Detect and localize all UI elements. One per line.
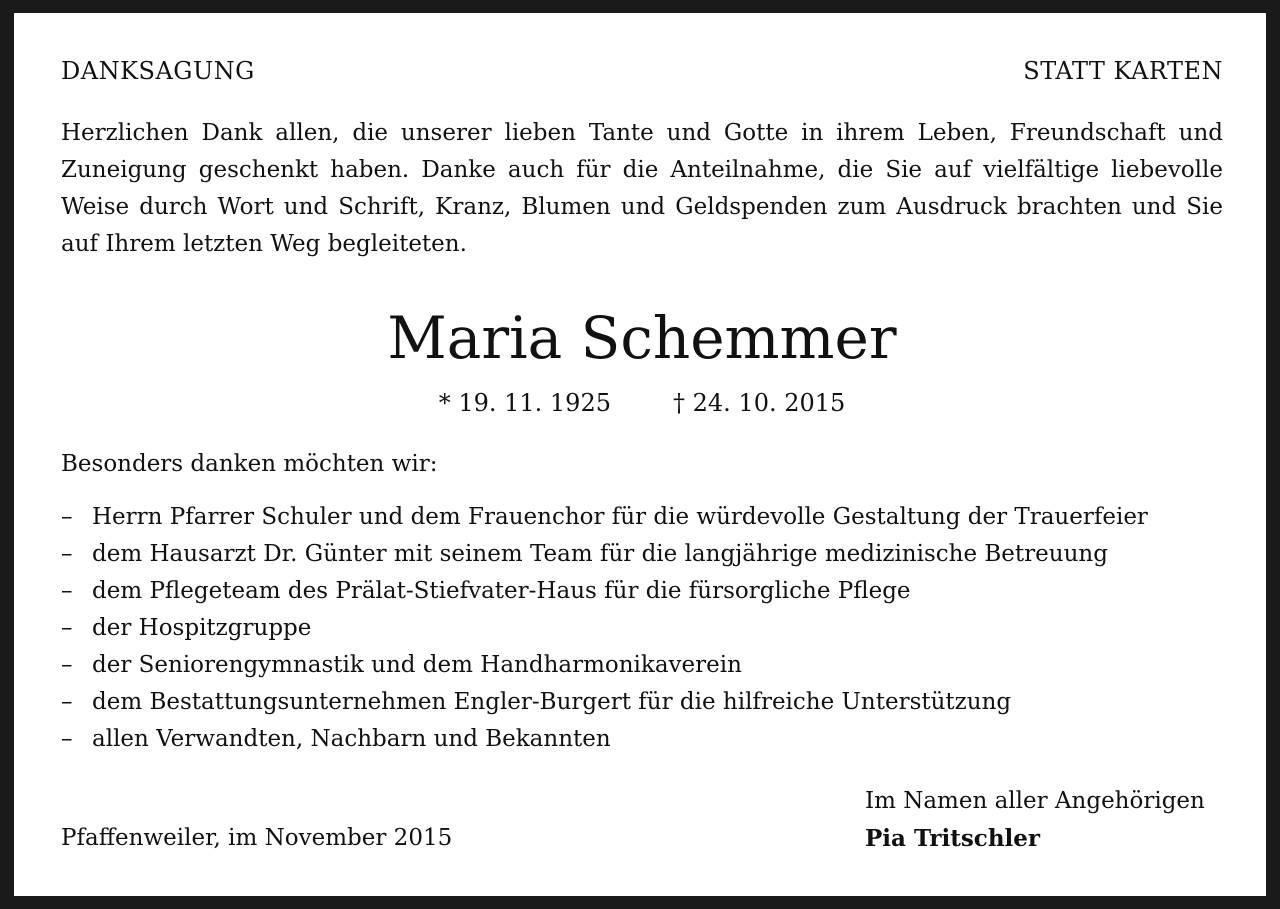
thanks-heading: Besonders danken möchten wir: [61, 451, 438, 477]
list-item: – Herrn Pfarrer Schuler und dem Frauenchor für die würdevolle Gestaltung der Trauerfeier [61, 499, 1148, 536]
signature-block [865, 783, 1205, 857]
deceased-name: Maria Schemmer [387, 304, 897, 372]
signer-name: Pia Tritschler [865, 825, 1041, 852]
statt-karten-label: STATT KARTEN [1023, 57, 1223, 85]
list-item: – der Seniorengymnastik und dem Handharmonikaverein [61, 647, 1148, 684]
intro-paragraph [61, 115, 1223, 263]
birth-date: * 19. 11. 1925 [438, 389, 611, 417]
place-and-date: Pfaffenweiler, im November 2015 [61, 825, 453, 851]
list-item: – dem Hausarzt Dr. Günter mit seinem Team für die langjährige medizinische Betreuung [61, 536, 1148, 573]
intro-text: Herzlichen Dank allen, die unserer lieben Tante und Gotte in ihrem Leben, Freundschaft und Zuneigung geschenkt haben. Danke auch für die Anteilnahme, die Sie auf vielfältige liebevolle Weise durch Wort und Schrift, Kranz, Blumen und Geldspenden zum Ausdruck brachten und Sie auf Ihrem letzten Weg begleiteten. [61, 120, 1223, 257]
obituary-notice [14, 13, 1266, 896]
thanks-list [61, 499, 1148, 758]
list-item: – dem Pflegeteam des Prälat-Stiefvater-Haus für die fürsorgliche Pflege [61, 573, 1148, 610]
life-dates [61, 389, 1223, 417]
notice-type-label: DANKSAGUNG [61, 57, 255, 85]
header-row [61, 57, 1223, 85]
on-behalf-line: Im Namen aller Angehörigen [865, 788, 1205, 814]
dates-spacer [611, 389, 673, 417]
notice-content [61, 13, 1223, 896]
list-item: – allen Verwandten, Nachbarn und Bekannten [61, 721, 1148, 758]
list-item: – der Hospitzgruppe [61, 610, 1148, 647]
list-item: – dem Bestattungsunternehmen Engler-Burgert für die hilfreiche Unterstützung [61, 684, 1148, 721]
death-date: † 24. 10. 2015 [673, 389, 846, 417]
